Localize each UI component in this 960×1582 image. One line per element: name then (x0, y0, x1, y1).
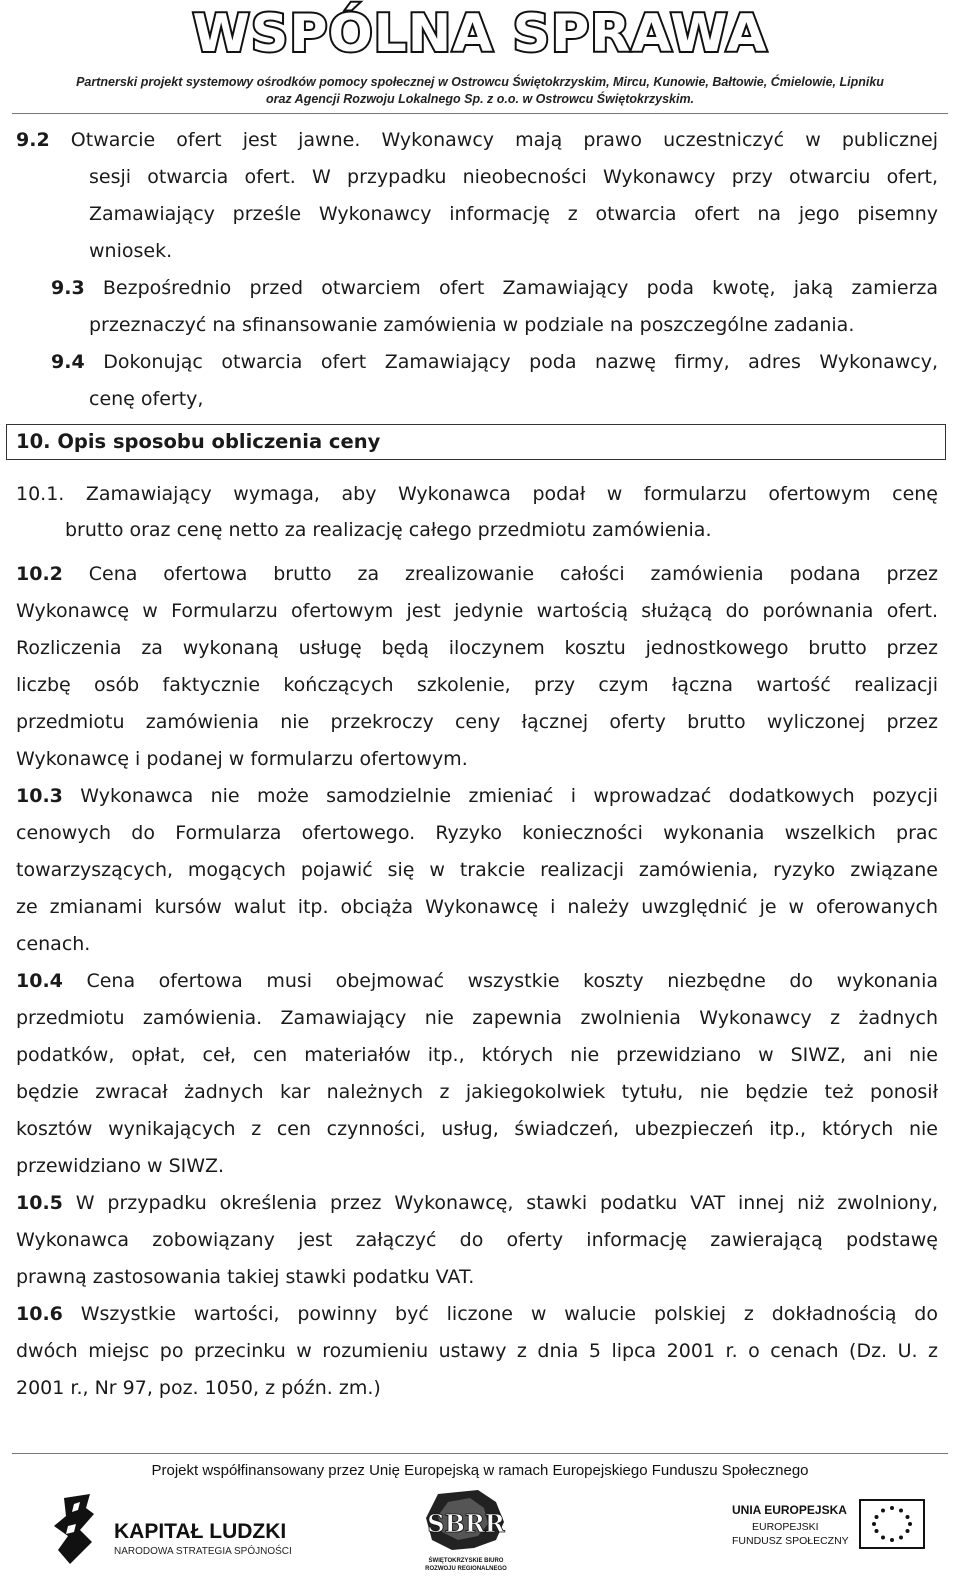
paragraph-10-5-line-1 (16, 1185, 938, 1222)
paragraph-10-1-line-2: brutto oraz cenę netto za realizację całego przedmiotu zamówienia. (65, 519, 712, 541)
paragraph-10-2-line-4: liczbę osób faktycznie kończących szkolenie, przy czym łączna wartość realizacji (16, 674, 938, 696)
paragraph-9-2-line-4: wniosek. (89, 240, 173, 262)
paragraph-10-1-line-1 (16, 476, 938, 513)
paragraph-10-2-line-6: Wykonawcę i podanej w formularzu ofertowym. (16, 748, 468, 770)
paragraph-10-6-line-2: dwóch miejsc po przecinku w rozumieniu ustawy z dnia 5 lipca 2001 r. o cenach (Dz. U. z (16, 1340, 938, 1362)
paragraph-text: W przypadku określenia przez Wykonawcę, stawki podatku VAT innej niż zwolniony, (75, 1192, 938, 1214)
eu-line-3: FUNDUSZ SPOŁECZNY (732, 1535, 849, 1547)
kl-name: KAPITAŁ LUDZKI (114, 1520, 287, 1543)
paragraph-text: Wszystkie wartości, powinny być liczone w walucie polskiej z dokładnością do (80, 1303, 938, 1325)
paragraph-number: 10.2 (16, 563, 63, 585)
eu-line-1: UNIA EUROPEJSKA (732, 1503, 847, 1517)
paragraph-number: 10.1. (16, 483, 65, 505)
footer-text: Projekt współfinansowany przez Unię Europejską w ramach Europejskiego Funduszu Społecznego (151, 1462, 809, 1479)
paragraph-number: 9.3 (51, 277, 85, 299)
paragraph-number: 10.6 (16, 1303, 63, 1325)
paragraph-10-2-line-1 (16, 556, 938, 593)
header-subtitle-1: Partnerski projekt systemowy ośrodków pomocy społecznej w Ostrowcu Świętokrzyskim, Mircu, Kunowie, Bałtowie, Ćmielowie, Lipniku (76, 75, 884, 89)
paragraph-number: 9.2 (16, 129, 50, 151)
paragraph-9-3-line-1 (51, 270, 938, 307)
header-rule (12, 113, 948, 114)
paragraph-text: Dokonując otwarcia ofert Zamawiający poda nazwę firmy, adres Wykonawcy, (103, 351, 938, 373)
paragraph-text: Cena ofertowa musi obejmować wszystkie koszty niezbędne do wykonania (86, 970, 938, 992)
paragraph-10-5-line-3: prawną zastosowania takiej stawki podatku VAT. (16, 1266, 475, 1288)
section-heading: 10. Opis sposobu obliczenia ceny (16, 430, 381, 453)
paragraph-9-3-line-2: przeznaczyć na sfinansowanie zamówienia w podziale na poszczególne zadania. (89, 314, 855, 336)
paragraph-10-3-line-1 (16, 778, 938, 815)
sbrr-sub-1: ŚWIĘTOKRZYSKIE BIURO (428, 1558, 504, 1564)
paragraph-10-4-line-1 (16, 963, 938, 1000)
paragraph-text: Wykonawca nie może samodzielnie zmieniać i wprowadzać dodatkowych pozycji (80, 785, 938, 807)
paragraph-10-6-line-3: 2001 r., Nr 97, poz. 1050, z późn. zm.) (16, 1377, 381, 1399)
sbrr-logo (418, 1488, 514, 1576)
paragraph-10-4-line-6: przewidziano w SIWZ. (16, 1155, 225, 1177)
header-title: WSPÓLNA SPRAWA (192, 4, 768, 64)
paragraph-9-4-line-2: cenę oferty, (89, 388, 204, 410)
paragraph-10-2-line-5: przedmiotu zamówienia nie przekroczy ceny łącznej oferty brutto wyliczonej przez (16, 711, 938, 733)
paragraph-9-2-line-1 (16, 122, 938, 159)
paragraph-9-4-line-1 (51, 344, 938, 381)
paragraph-10-5-line-2: Wykonawca zobowiązany jest załączyć do oferty informację zawierającą podstawę (16, 1229, 938, 1251)
paragraph-10-4-line-2: przedmiotu zamówienia. Zamawiający nie zapewnia zwolnienia Wykonawcy z żadnych (16, 1007, 938, 1029)
sbrr-sub-2: ROZWOJU REGIONALNEGO (425, 1566, 507, 1572)
paragraph-10-4-line-4: będzie zwracał żadnych kar należnych z jakiegokolwiek tytułu, nie będzie też ponosił (16, 1081, 938, 1103)
footer-rule (12, 1453, 948, 1454)
paragraph-text: Cena ofertowa brutto za zrealizowanie całości zamówienia podana przez (88, 563, 938, 585)
paragraph-10-2-line-3: Rozliczenia za wykonaną usługę będą iloczynem kosztu jednostkowego brutto przez (16, 637, 938, 659)
eu-logo (728, 1498, 928, 1564)
paragraph-10-2-line-2: Wykonawcę w Formularzu ofertowym jest jedynie wartością służącą do porównania ofert. (16, 600, 938, 622)
paragraph-10-6-line-1 (16, 1296, 938, 1333)
eu-line-2: EUROPEJSKI (752, 1521, 819, 1533)
kapital-ludzki-logo (50, 1490, 310, 1570)
paragraph-number: 10.4 (16, 970, 63, 992)
paragraph-10-3-line-4: ze zmianami kursów walut itp. obciąża Wykonawcę i należy uwzględnić je w oferowanych (16, 896, 938, 918)
kl-subtitle: NARODOWA STRATEGIA SPÓJNOŚCI (114, 1546, 292, 1557)
paragraph-10-4-line-3: podatków, opłat, ceł, cen materiałów itp., których nie przewidziano w SIWZ, ani nie (16, 1044, 938, 1066)
paragraph-9-2-line-3: Zamawiający prześle Wykonawcy informację z otwarcia ofert na jego pisemny (89, 203, 938, 225)
paragraph-number: 10.5 (16, 1192, 63, 1214)
paragraph-10-3-line-3: towarzyszących, mogących pojawić się w trakcie realizacji zamówienia, ryzyko związane (16, 859, 938, 881)
paragraph-text: Otwarcie ofert jest jawne. Wykonawcy mają prawo uczestniczyć w publicznej (70, 129, 938, 151)
paragraph-number: 10.3 (16, 785, 63, 807)
paragraph-10-3-line-2: cenowych do Formularza ofertowego. Ryzyko konieczności wykonania wszelkich prac (16, 822, 938, 844)
paragraph-10-4-line-5: kosztów wynikających z cen czynności, usług, świadczeń, ubezpieczeń itp., których nie (16, 1118, 938, 1140)
paragraph-9-2-line-2: sesji otwarcia ofert. W przypadku nieobecności Wykonawcy przy otwarciu ofert, (89, 166, 938, 188)
paragraph-text: Zamawiający wymaga, aby Wykonawca podał w formularzu ofertowym cenę (85, 483, 938, 505)
sbrr-name: SBRR (427, 1509, 505, 1538)
header-subtitle-2: oraz Agencji Rozwoju Lokalnego Sp. z o.o. w Ostrowcu Świętokrzyskim. (265, 92, 695, 106)
paragraph-text: Bezpośrednio przed otwarciem ofert Zamawiający poda kwotę, jaką zamierza (102, 277, 938, 299)
paragraph-number: 9.4 (51, 351, 85, 373)
paragraph-10-3-line-5: cenach. (16, 933, 91, 955)
